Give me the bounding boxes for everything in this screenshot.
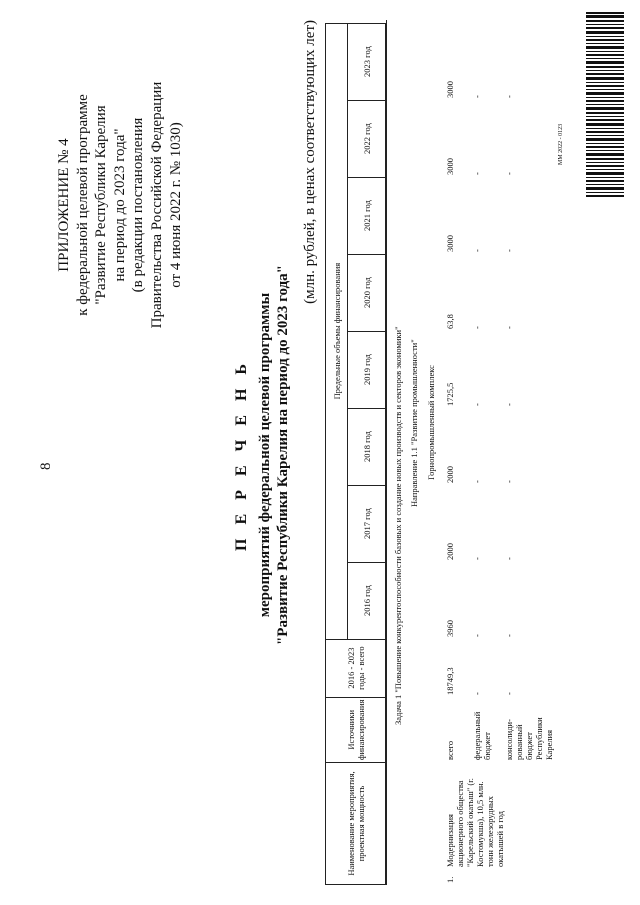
value-cell: 3000	[445, 81, 455, 98]
task-heading: Задача 1 "Повышение конкурентоспособности базовых и создание новых производств и секторов экономики"	[393, 326, 403, 725]
value-cell: -	[472, 692, 482, 695]
barcode-number: ММ 2022 - 0123	[558, 123, 564, 165]
value-cell: -	[472, 172, 482, 175]
appendix-line: (в редакции постановления	[130, 117, 147, 293]
appendix-line: на период до 2023 года"	[111, 128, 128, 282]
appendix-line: ПРИЛОЖЕНИЕ № 4	[56, 138, 72, 272]
value-cell: -	[504, 557, 514, 560]
header-year: 2023 год	[348, 23, 386, 100]
table-header	[325, 23, 386, 885]
item-name: Модернизация акционерного общества "Карельский окатыш" (г. Костомукша), 10,5 млн. тонн железорудных окатышей в год	[445, 778, 505, 867]
header-year: 2017 год	[348, 485, 386, 562]
value-cell: -	[504, 403, 514, 406]
source-regional: консолиди-рованный бюджет Республики Карелия	[504, 717, 554, 760]
value-cell: 3000	[445, 235, 455, 252]
header-underline	[386, 20, 389, 885]
header-total: 2016 - 2023 годы - всего	[326, 639, 386, 697]
value-cell: -	[504, 95, 514, 98]
header-name: Наименование мероприятия, проектная мощность	[326, 763, 386, 885]
barcode-image	[586, 12, 624, 197]
appendix-block	[55, 10, 185, 400]
appendix-line: от 4 июня 2022 г. № 1030)	[167, 122, 184, 288]
value-cell: 3000	[445, 158, 455, 175]
value-cell: 1725,5	[445, 382, 455, 406]
value-cell: -	[504, 634, 514, 637]
item-number: 1.	[445, 876, 455, 883]
subtitle-line-1: мероприятий федеральной целевой программы	[257, 292, 273, 618]
value-cell: -	[472, 326, 482, 329]
value-cell: -	[472, 480, 482, 483]
value-cell: -	[472, 249, 482, 252]
value-cell: -	[472, 634, 482, 637]
header-source: Источники финансирования	[326, 697, 386, 762]
value-cell: 2000	[445, 466, 455, 483]
header-year: 2019 год	[348, 331, 386, 408]
value-cell: -	[504, 480, 514, 483]
subtitle-line-2: "Развитие Республики Карелия на период до 2023 года"	[275, 265, 291, 646]
value-cell: 3960	[445, 620, 455, 637]
value-cell: -	[504, 326, 514, 329]
value-cell: 63,8	[445, 314, 455, 329]
value-cell: -	[504, 692, 514, 695]
value-cell: -	[472, 403, 482, 406]
header-year: 2018 год	[348, 408, 386, 485]
source-federal: федеральный бюджет	[472, 711, 492, 760]
appendix-line: Правительства Российской Федерации	[148, 81, 165, 329]
header-group: Предельные объемы финансирования	[326, 23, 348, 639]
document-title: П Е Р Е Ч Е Н Ь	[233, 359, 250, 551]
value-cell: -	[504, 172, 514, 175]
value-cell: -	[472, 95, 482, 98]
header-year: 2022 год	[348, 100, 386, 177]
header-year: 2021 год	[348, 177, 386, 254]
value-cell: -	[504, 249, 514, 252]
source-total: всего	[445, 740, 455, 760]
appendix-line: к федеральной целевой программе	[74, 94, 91, 316]
complex-heading: Горнопромышленный комплекс	[426, 365, 436, 480]
direction-heading: Направление 1.1 "Развитие промышленности"	[409, 339, 419, 507]
value-cell: -	[472, 557, 482, 560]
appendix-line: "Развитие Республики Карелия	[93, 105, 110, 305]
value-cell: 2000	[445, 543, 455, 560]
document-subtitle	[256, 155, 292, 755]
units-note: (млн. рублей, в ценах соответствующих лет)	[302, 20, 318, 304]
page-number: 8	[38, 462, 54, 470]
value-cell: 18749,3	[445, 667, 455, 695]
header-year: 2020 год	[348, 254, 386, 331]
header-year: 2016 год	[348, 562, 386, 639]
